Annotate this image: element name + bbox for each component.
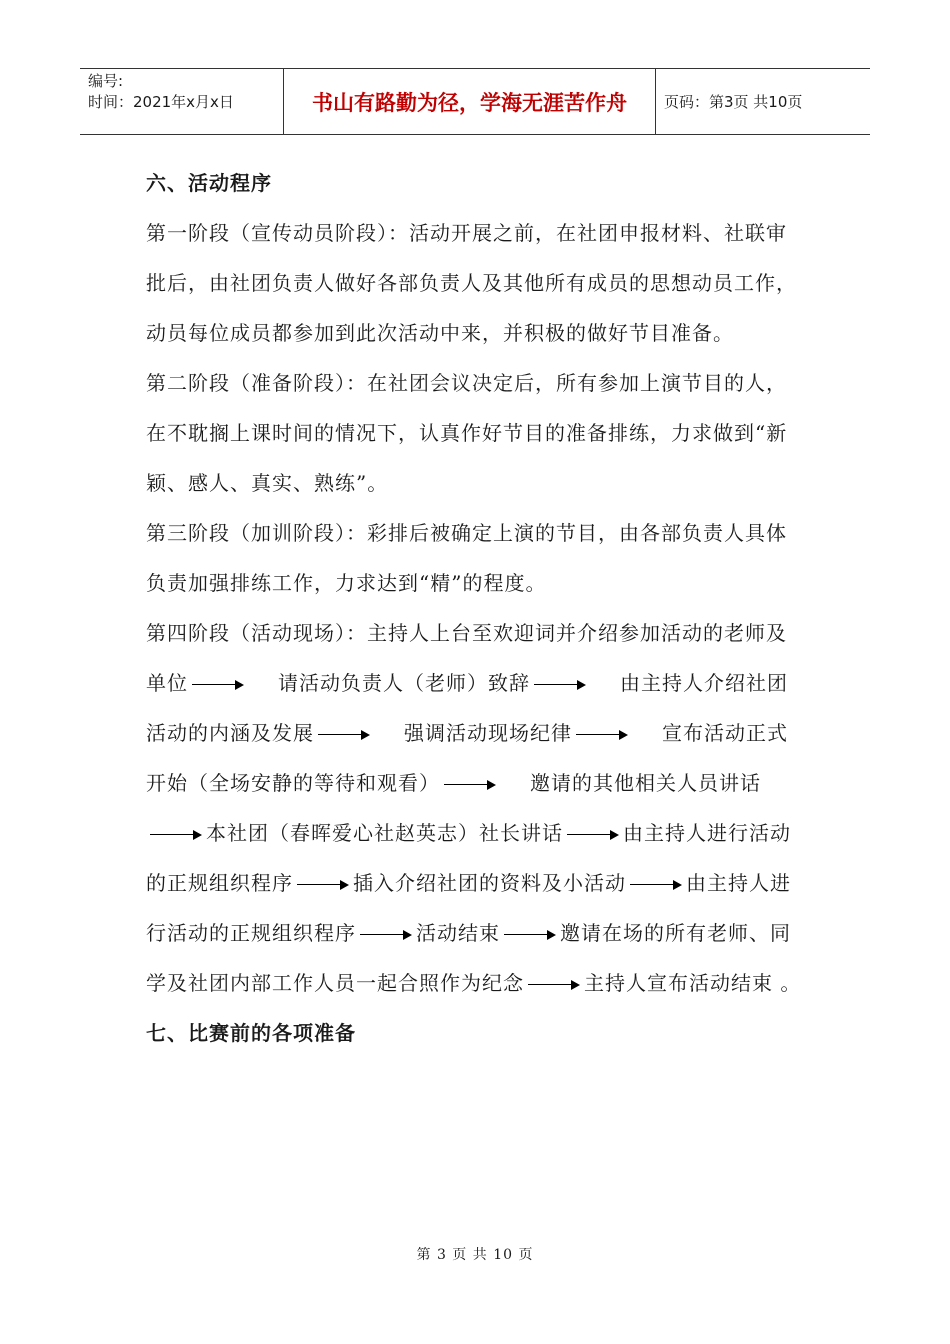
stage-4-step: 由主持人进行活动的正规组织程序 <box>146 821 791 895</box>
page-footer: 第 3 页 共 10 页 <box>416 1247 534 1263</box>
arrow-icon <box>630 879 682 891</box>
arrow-icon <box>150 829 202 841</box>
arrow-icon <box>567 829 619 841</box>
document-body <box>146 158 806 1058</box>
arrow-icon <box>504 929 556 941</box>
stage-1-paragraph: 第一阶段（宣传动员阶段）：活动开展之前，在社团申报材料、社联审批后，由社团负责人做好各部负责人及其他所有成员的思想动员工作，动员每位成员都参加到此次活动中来，并积极的做好节目准备。 <box>146 221 797 345</box>
stage-4-step: 插入介绍社团的资料及小活动 <box>353 871 626 895</box>
arrow-icon <box>444 779 496 791</box>
stage-4-step: 宣布活动正式开始（全场安静的等待和观看） <box>146 721 788 795</box>
section-heading-6: 六、活动程序 <box>146 171 272 195</box>
arrow-icon <box>534 679 586 691</box>
time-label: 时间：2021年x月x日 <box>88 93 234 111</box>
arrow-icon <box>192 679 244 691</box>
arrow-icon <box>318 729 370 741</box>
section-heading-7: 七、比赛前的各项准备 <box>146 1021 356 1045</box>
stage-4-step: 强调活动现场纪律 <box>404 721 572 745</box>
stage-4-step: 主持人宣布活动结束 。 <box>584 971 802 995</box>
header-meta <box>80 69 283 134</box>
arrow-icon <box>360 929 412 941</box>
stage-4-step: 请活动负责人（老师）致辞 <box>278 671 530 695</box>
stage-4-step: 邀请的其他相关人员讲话 <box>530 771 761 795</box>
stage-2-paragraph: 第二阶段（准备阶段）：在社团会议决定后，所有参加上演节目的人，在不耽搁上课时间的情况下，认真作好节目的准备排练，力求做到“新颖、感人、真实、熟练”。 <box>146 371 788 495</box>
stage-4-paragraph <box>146 608 806 1008</box>
stage-4-step: 由主持人介绍社团活动的内涵及发展 <box>146 671 788 745</box>
stage-4-intro: 第四阶段（活动现场）：主持人上台至欢迎词并介绍参加活动的老师及单位 <box>146 621 787 695</box>
number-label: 编号: <box>88 72 124 90</box>
stage-3-paragraph: 第三阶段（加训阶段）：彩排后被确定上演的节目，由各部负责人具体负责加强排练工作，力求达到“精”的程度。 <box>146 521 787 595</box>
arrow-icon <box>297 879 349 891</box>
arrow-icon <box>576 729 628 741</box>
stage-4-step: 本社团（春晖爱心社赵英志）社长讲话 <box>206 821 563 845</box>
stage-4-step: 活动结束 <box>416 921 500 945</box>
header-motto: 书山有路勤为径，学海无涯苦作舟 <box>283 69 656 134</box>
stage-4-step: 由主持人进行活动的正规组织程序 <box>146 871 791 945</box>
arrow-icon <box>528 979 580 991</box>
stage-4-step: 邀请在场的所有老师、同学及社团内部工作人员一起合照作为纪念 <box>146 921 791 995</box>
page-header <box>80 68 870 135</box>
header-page-label: 页码：第3页 共10页 <box>664 93 803 111</box>
